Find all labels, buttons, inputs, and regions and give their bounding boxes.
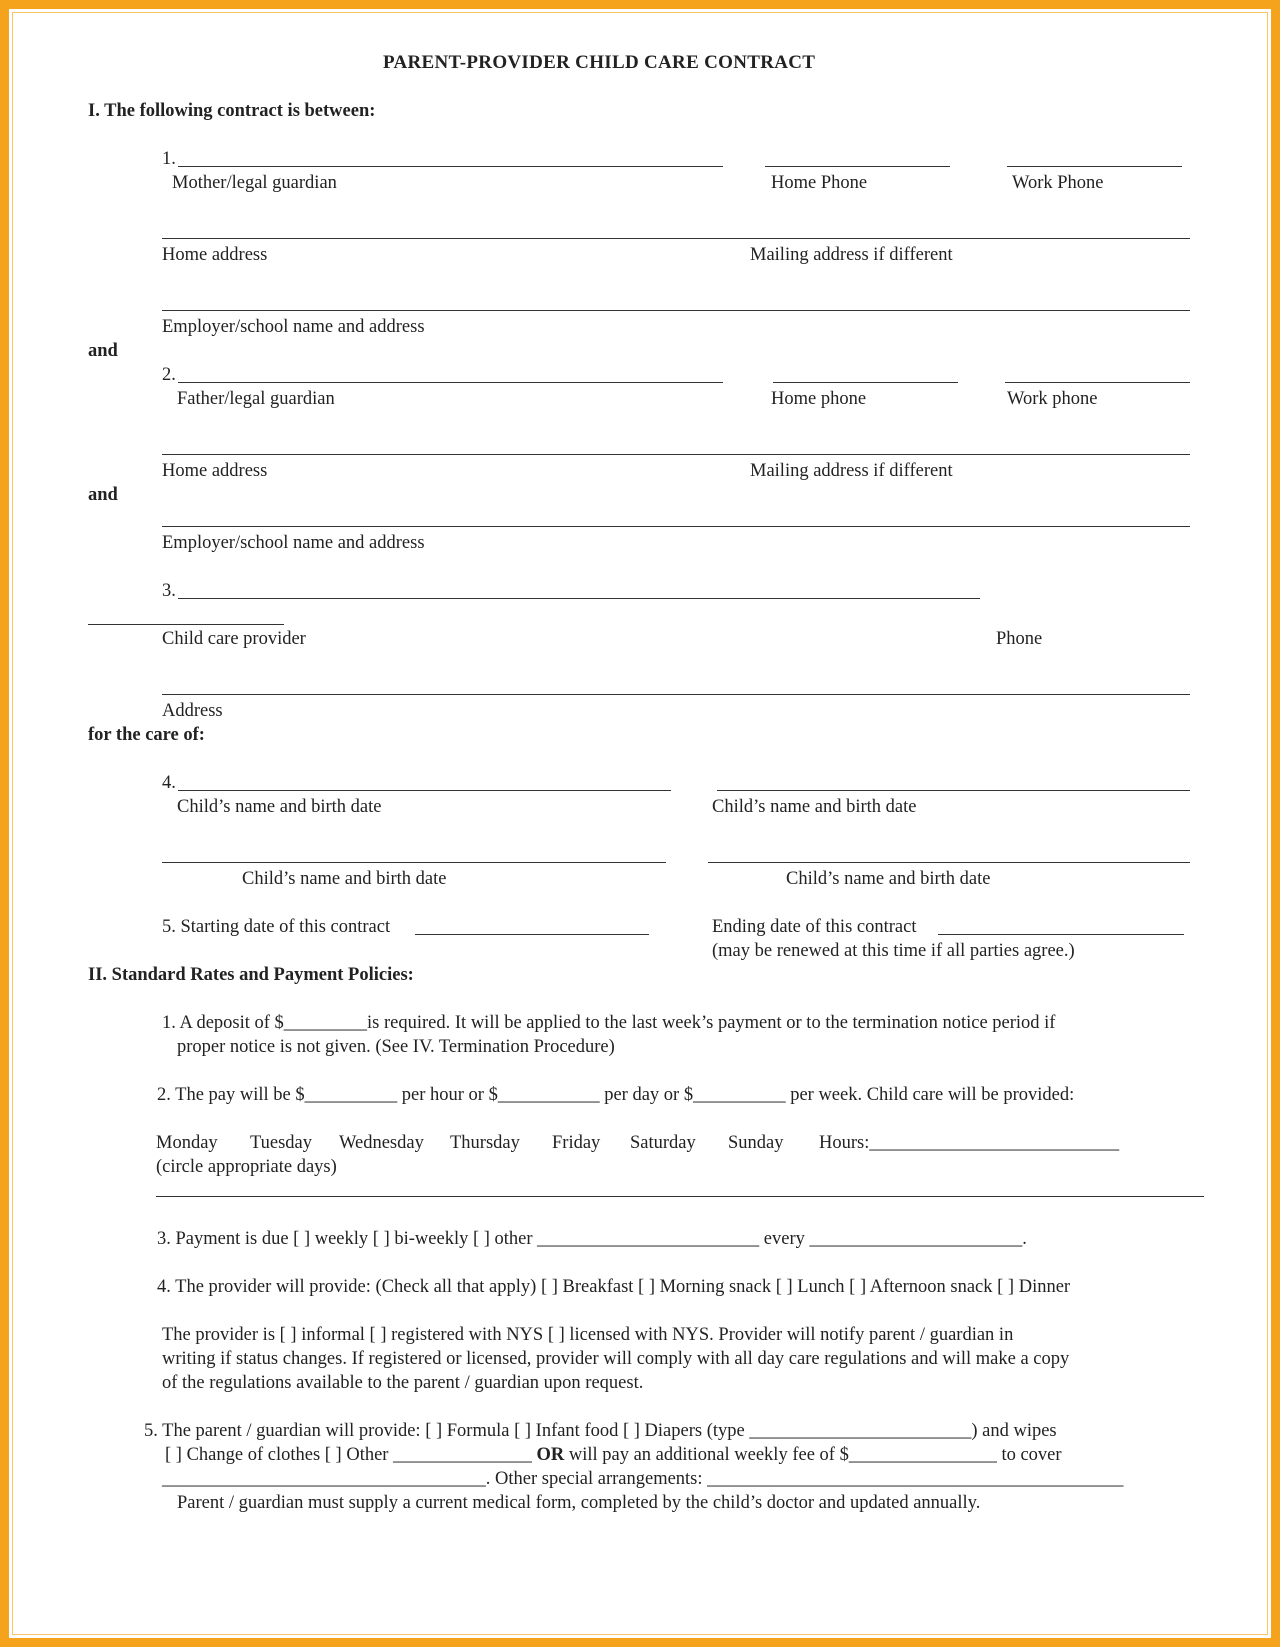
parent-supplies-line-2b: will pay an additional weekly fee of $________________ to cover: [564, 1445, 1062, 1465]
mother-address-field[interactable]: [162, 238, 1190, 239]
father-home-phone-field[interactable]: [773, 382, 958, 383]
item-3-number: 3.: [162, 581, 176, 601]
child-4-label: Child’s name and birth date: [786, 869, 991, 889]
parent-supplies-line-3: ___________________________________. Other special arrangements: _____________________________________________: [162, 1469, 1124, 1489]
provider-status-line-1: The provider is [ ] informal [ ] registered with NYS [ ] licensed with NYS. Provider will notify parent / guardian in: [162, 1325, 1014, 1345]
document-title: PARENT-PROVIDER CHILD CARE CONTRACT: [383, 52, 816, 73]
child-4-field[interactable]: [708, 862, 1190, 863]
mother-employer-label: Employer/school name and address: [162, 317, 425, 337]
provider-name-field[interactable]: [178, 598, 980, 599]
pay-rate-line: 2. The pay will be $__________ per hour or $___________ per day or $__________ per week. Child care will be provided:: [157, 1085, 1075, 1105]
parent-supplies-line-2: [165, 1446, 1062, 1465]
day-saturday[interactable]: Saturday: [630, 1133, 696, 1153]
start-date-field[interactable]: [415, 934, 649, 935]
section-1-heading: I. The following contract is between:: [88, 101, 376, 121]
parent-supplies-line-1: 5. The parent / guardian will provide: [ ] Formula [ ] Infant food [ ] Diapers (type ________________________) and wipes: [144, 1421, 1057, 1441]
provider-status-line-3: of the regulations available to the parent / guardian upon request.: [162, 1373, 644, 1393]
child-2-label: Child’s name and birth date: [712, 797, 917, 817]
father-home-phone-label: Home phone: [771, 389, 867, 409]
mother-employer-field[interactable]: [162, 310, 1190, 311]
parent-supplies-line-2a: [ ] Change of clothes [ ] Other _______________: [165, 1445, 537, 1465]
child-1-label: Child’s name and birth date: [177, 797, 382, 817]
or-keyword: OR: [536, 1445, 565, 1465]
child-2-field[interactable]: [717, 790, 1190, 791]
provider-address-field[interactable]: [162, 694, 1190, 695]
provider-phone-field[interactable]: [88, 624, 284, 625]
child-3-field[interactable]: [162, 862, 666, 863]
day-monday[interactable]: Monday: [156, 1133, 218, 1153]
father-home-address-label: Home address: [162, 461, 268, 481]
hours-field[interactable]: Hours:___________________________: [819, 1133, 1120, 1153]
day-wednesday[interactable]: Wednesday: [339, 1133, 424, 1153]
day-tuesday[interactable]: Tuesday: [250, 1133, 313, 1153]
and-connector-2: and: [88, 485, 118, 505]
care-of-heading: for the care of:: [88, 725, 205, 745]
provider-name-label: Child care provider: [162, 629, 306, 649]
payment-due-line: 3. Payment is due [ ] weekly [ ] bi-weekly [ ] other ________________________ every _______________________.: [157, 1229, 1027, 1249]
medical-form-note: Parent / guardian must supply a current medical form, completed by the child’s doctor and updated annually.: [177, 1493, 981, 1513]
father-employer-field[interactable]: [162, 526, 1190, 527]
day-friday[interactable]: Friday: [552, 1133, 601, 1153]
deposit-line-2: proper notice is not given. (See IV. Termination Procedure): [177, 1037, 615, 1057]
child-1-field[interactable]: [178, 790, 671, 791]
renew-note: (may be renewed at this time if all parties agree.): [712, 941, 1075, 961]
circle-days-note: (circle appropriate days): [156, 1157, 337, 1177]
child-3-label: Child’s name and birth date: [242, 869, 447, 889]
end-date-field[interactable]: [938, 934, 1184, 935]
mother-work-phone-label: Work Phone: [1012, 173, 1104, 193]
provider-status-line-2: writing if status changes. If registered or licensed, provider will comply with all day care regulations and will make a copy: [162, 1349, 1070, 1369]
father-address-field[interactable]: [162, 454, 1190, 455]
father-employer-label: Employer/school name and address: [162, 533, 425, 553]
father-work-phone-field[interactable]: [1005, 382, 1190, 383]
start-date-label: 5. Starting date of this contract: [162, 917, 391, 937]
mother-home-phone-field[interactable]: [765, 166, 950, 167]
day-thursday[interactable]: Thursday: [450, 1133, 520, 1153]
father-mailing-address-label: Mailing address if different: [750, 461, 953, 481]
mother-home-address-label: Home address: [162, 245, 268, 265]
meals-line: 4. The provider will provide: (Check all that apply) [ ] Breakfast [ ] Morning snack [ ] Lunch [ ] Afternoon snack [ ] Dinner: [157, 1277, 1071, 1297]
item-4-number: 4.: [162, 773, 176, 793]
father-work-phone-label: Work phone: [1007, 389, 1098, 409]
schedule-notes-field[interactable]: [156, 1196, 1204, 1197]
father-name-field[interactable]: [178, 382, 723, 383]
mother-work-phone-field[interactable]: [1007, 166, 1182, 167]
section-2-heading: II. Standard Rates and Payment Policies:: [88, 965, 414, 985]
mother-name-label: Mother/legal guardian: [172, 173, 337, 193]
provider-phone-label: Phone: [996, 629, 1043, 649]
day-sunday[interactable]: Sunday: [728, 1133, 784, 1153]
item-2-number: 2.: [162, 365, 176, 385]
end-date-label: Ending date of this contract: [712, 917, 917, 937]
item-1-number: 1.: [162, 149, 176, 169]
deposit-line-1: 1. A deposit of $_________is required. It will be applied to the last week’s payment or to the termination notice period if: [162, 1013, 1056, 1033]
father-name-label: Father/legal guardian: [177, 389, 335, 409]
and-connector-1: and: [88, 341, 118, 361]
mother-mailing-address-label: Mailing address if different: [750, 245, 953, 265]
mother-name-field[interactable]: [178, 166, 723, 167]
provider-address-label: Address: [162, 701, 223, 721]
mother-home-phone-label: Home Phone: [771, 173, 868, 193]
